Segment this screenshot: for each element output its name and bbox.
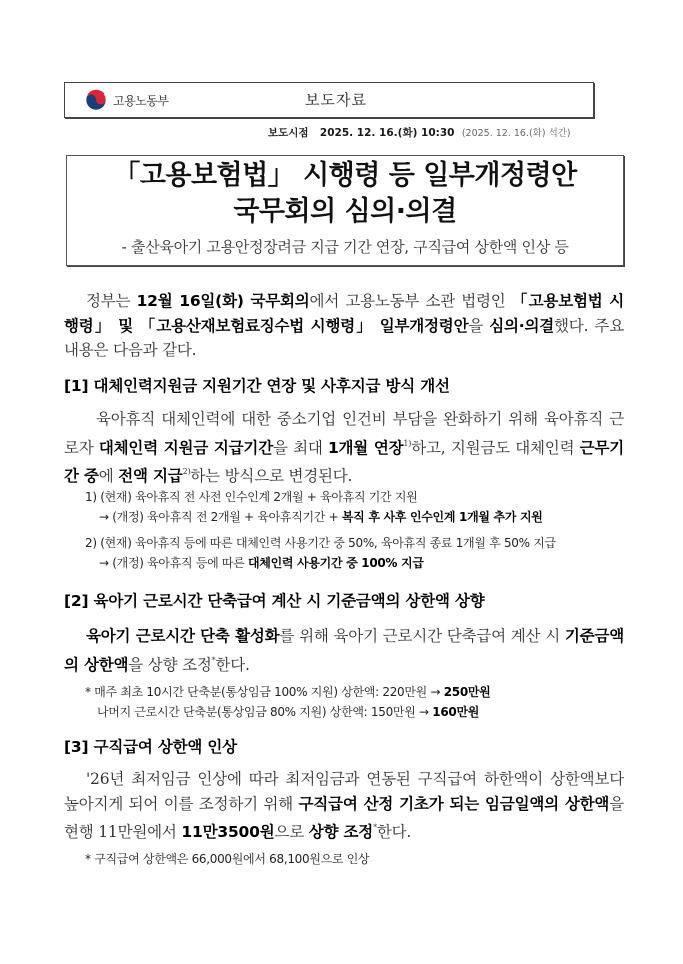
release-label: 보도시점: [268, 127, 309, 139]
header-box: [64, 82, 594, 118]
org-name: 고용노동부: [113, 94, 169, 108]
doc-type: 보도자료: [305, 91, 367, 109]
section-1-heading: [1] 대체인력지원금 지원기간 연장 및 사후지급 방식 개선: [64, 377, 450, 395]
footnote-ref: 1): [403, 438, 412, 448]
title-box: [66, 155, 624, 266]
taegeuk-logo-icon: [85, 89, 107, 111]
title-line-1: 「고용보험법」 시행령 등 일부개정령안: [113, 160, 577, 191]
footnote-ref: 2): [182, 467, 191, 476]
intro-paragraph: 정부는 12월 16일(화) 국무회의에서 고용노동부 소관 법령인 「고용보험법 시행령」 및 「고용산재보험료징수법 시행령」 일부개정령안을 심의·의결했다. 주요 내용은 다음과 같다.: [64, 292, 625, 359]
emphasis: 12월 16일(화) 국무회의: [136, 292, 310, 310]
release-time: [268, 125, 614, 140]
section-1-paragraph: 육아휴직 대체인력에 대한 중소기업 인건비 부담을 완화하기 위해 육아휴직 근로자 대체인력 지원금 지급기간을 최대 1개월 연장$^{1)}$하고, 지원금도 대체인력 근무기간 중에 전액 지급$^{2)}$하는 방식으로 변경된다.: [64, 410, 625, 485]
title-line-2: 국무회의 심의·의결: [233, 196, 457, 227]
section-2-heading: [2] 육아기 근로시간 단축급여 계산 시 기준금액의 상한액 상향: [64, 592, 485, 610]
subtitle: - 출산육아기 고용안정장려금 지급 기간 연장, 구직급여 상한액 인상 등: [121, 238, 569, 256]
release-datetime: 2025. 12. 16.(화) 10:30: [319, 127, 455, 139]
emphasis: 심의·의결: [489, 316, 555, 335]
release-alt: (2025. 12. 16.(화) 석간): [461, 128, 571, 139]
section-3-note: * 구직급여 상한액은 66,000원에서 68,100원으로 인상: [85, 852, 370, 866]
emphasis: 「고용보험법 시행령」 및 「고용산재보험료징수법 시행령」 일부개정령안: [64, 292, 625, 335]
section-3-heading: [3] 구직급여 상한액 인상: [64, 738, 237, 756]
section-1-note-1: 1) (현재) 육아휴직 전 사전 인수인계 2개월 + 육아휴직 기간 지원 → (개정) 육아휴직 전 2개월 + 육아휴직기간 + 복직 후 사후 인수인계 1개월 추가 지원: [85, 490, 543, 524]
section-3-paragraph: '26년 최저임금 인상에 따라 최저임금과 연동된 구직급여 하한액이 상한액보다 높아지게 되어 이를 조정하기 위해 구직급여 산정 기초가 되는 임금일액의 상한액을 현행 11만원에서 11만3500원으로 상향 조정*한다.: [64, 770, 624, 841]
section-2-paragraph: 육아기 근로시간 단축 활성화를 위해 육아기 근로시간 단축급여 계산 시 기준금액의 상한액을 상향 조정*한다.: [64, 627, 624, 674]
section-2-notes: * 매주 최초 10시간 단축분(통상임금 100% 지원) 상한액: 220만원 → 250만원 나머지 근로시간 단축분(통상임금 80% 지원) 상한액: 150만원 → 160만원: [85, 685, 491, 719]
section-1-note-2: 2) (현재) 육아휴직 등에 따른 대체인력 사용기간 중 50%, 육아휴직 종료 1개월 후 50% 지급 → (개정) 육아휴직 등에 따른 대체인력 사용기간 중 100% 지급: [85, 536, 556, 570]
